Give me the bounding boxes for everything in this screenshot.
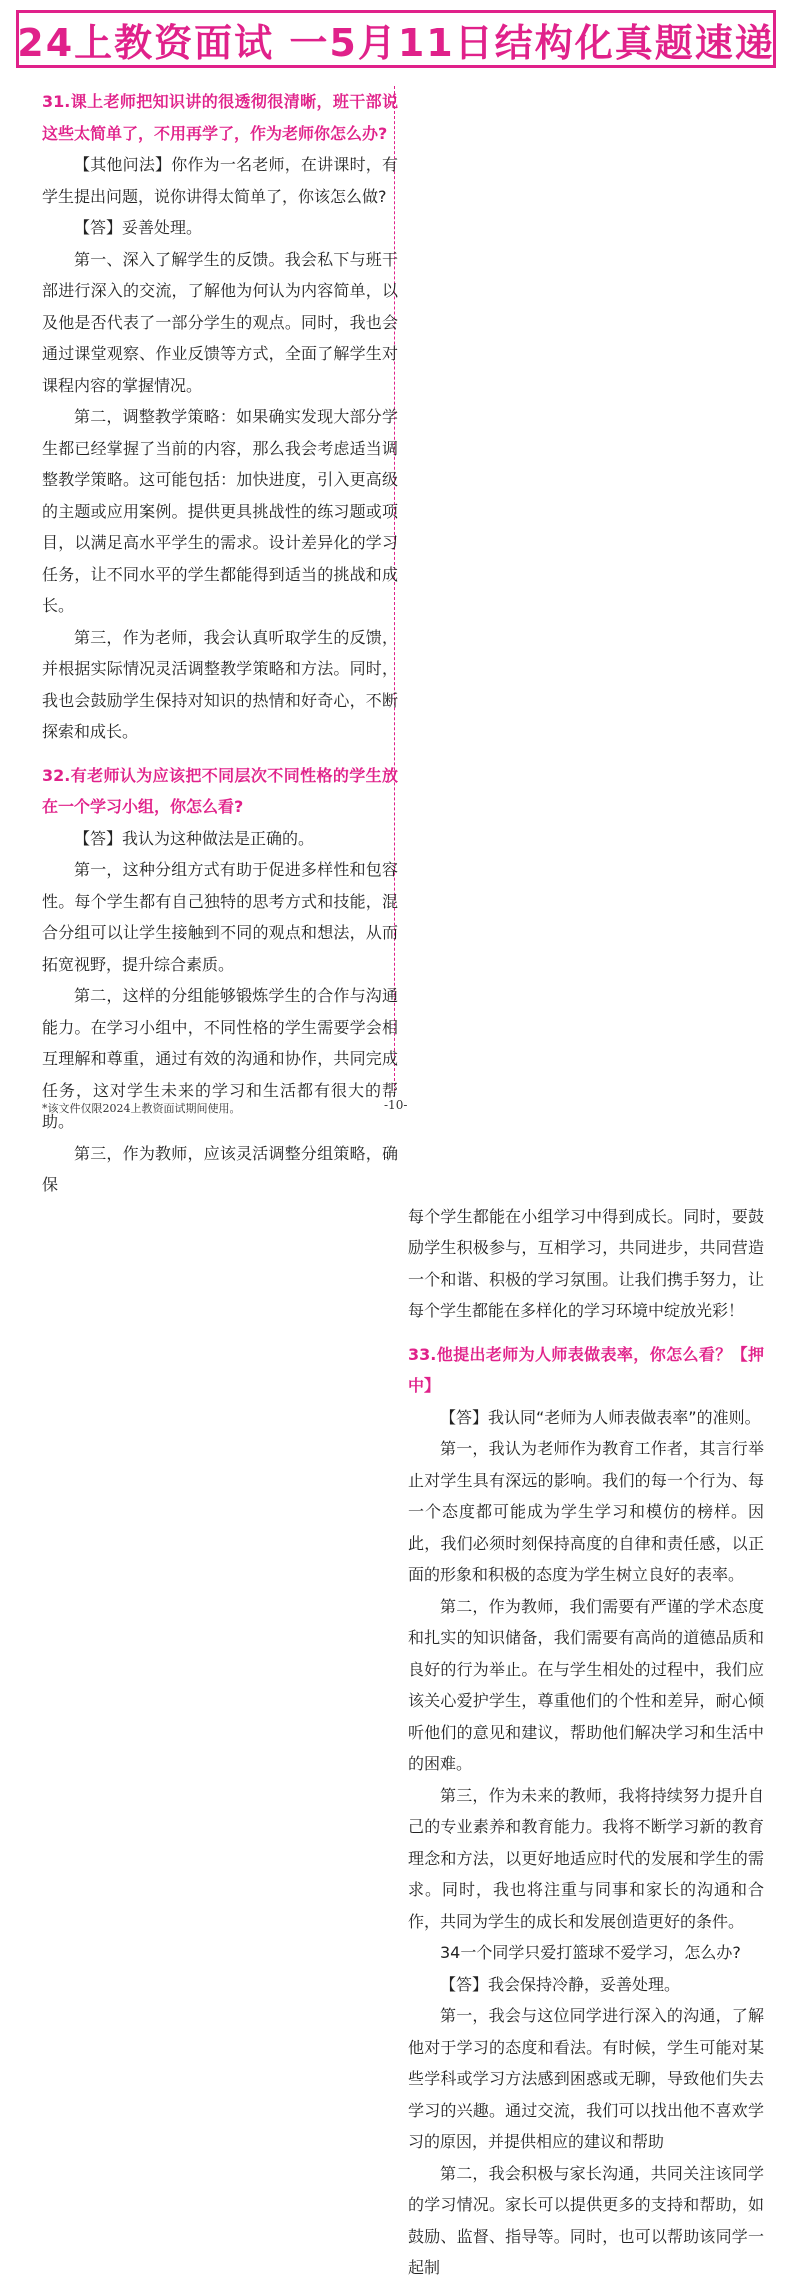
paragraph: 第二，这样的分组能够锻炼学生的合作与沟通能力。在学习小组中，不同性格的学生需要学会相互理解和尊重，通过有效的沟通和协作，共同完成任务，这对学生未来的学习和生活都有很大的帮助。	[42, 986, 398, 1131]
question-33-heading: 33.他提出老师为人师表做表率，你怎么看？【押中】	[408, 1344, 764, 1395]
question-31-heading: 31.课上老师把知识讲的很透彻很清晰，班干部说这些太简单了，不用再学了，作为老师你怎么办?	[42, 92, 398, 143]
paragraph: 【答】我认为这种做法是正确的。	[74, 828, 315, 848]
paragraph: 第一，我会与这位同学进行深入的沟通，了解他对于学习的态度和看法。有时候，学生可能对某些学科或学习方法感到困惑或无聊，导致他们失去学习的兴趣。通过交流，我们可以找出他不喜欢学习的原因，并提供相应的建议和帮助	[408, 2006, 764, 2151]
paragraph: 【其他问法】你作为一名老师，在讲课时，有学生提出问题，说你讲得太简单了，你该怎么做?	[42, 155, 398, 206]
question-34-heading: 34一个同学只爱打篮球不爱学习，怎么办?	[440, 1943, 741, 1962]
paragraph: 第一，我认为老师作为教育工作者，其言行举止对学生具有深远的影响。我们的每一个行为、每一个态度都可能成为学生学习和模仿的榜样。因此，我们必须时刻保持高度的自律和责任感，以正面的形象和积极的态度为学生树立良好的表率。	[408, 1439, 764, 1584]
paragraph: 第三，作为老师，我会认真听取学生的反馈，并根据实际情况灵活调整教学策略和方法。同时，我也会鼓励学生保持对知识的热情和好奇心，不断探索和成长。	[42, 627, 398, 741]
paragraph: 【答】妥善处理。	[74, 218, 203, 237]
paragraph: 第三，作为教师，应该灵活调整分组策略，确保	[42, 1143, 398, 1194]
paragraph: 第一，这种分组方式有助于促进多样性和包容性。每个学生都有自己独特的思考方式和技能，混合分组可以让学生接触到不同的观点和想法，从而拓宽视野，提升综合素质。	[42, 860, 398, 974]
question-32-heading: 32.有老师认为应该把不同层次不同性格的学生放在一个学习小组，你怎么看?	[42, 765, 398, 816]
right-column	[408, 1201, 764, 2284]
page-number: -10-	[384, 1098, 408, 1112]
paragraph: 第三，作为未来的教师，我将持续努力提升自己的专业素养和教育能力。我将不断学习新的教育理念和方法，以更好地适应时代的发展和学生的需求。同时，我也将注重与同事和家长的沟通和合作，共同为学生的成长和发展创造更好的条件。	[408, 1785, 764, 1931]
paragraph: 【答】我认同“老师为人师表做表率”的准则。	[440, 1407, 761, 1427]
paragraph: 每个学生都能在小组学习中得到成长。同时，要鼓励学生积极参与，互相学习，共同进步，共同营造一个和谐、积极的学习氛围。让我们携手努力，让每个学生都能在多样化的学习环境中绽放光彩！	[408, 1206, 764, 1320]
paragraph: 第二，调整教学策略：如果确实发现大部分学生都已经掌握了当前的内容，那么我会考虑适当调整教学策略。这可能包括：加快进度，引入更高级的主题或应用案例。提供更具挑战性的练习题或项目，以满足高水平学生的需求。设计差异化的学习任务，让不同水平的学生都能得到适当的挑战和成长。	[42, 407, 398, 615]
page-title: 24上教资面试 一5月11日结构化真题速递	[17, 20, 775, 65]
title-banner	[16, 10, 776, 68]
footer-note: *该文件仅限2024上教资面试期间使用。	[42, 1102, 241, 1115]
paragraph: 第二，我会积极与家长沟通，共同关注该同学的学习情况。家长可以提供更多的支持和帮助，如鼓励、监督、指导等。同时，也可以帮助该同学一起制	[408, 2163, 764, 2277]
paragraph: 第一、深入了解学生的反馈。我会私下与班干部进行深入的交流，了解他为何认为内容简单，以及他是否代表了一部分学生的观点。同时，我也会通过课堂观察、作业反馈等方式，全面了解学生对课程内容的掌握情况。	[42, 249, 398, 395]
left-column	[42, 86, 398, 1201]
paragraph: 【答】我会保持冷静，妥善处理。	[440, 1974, 681, 1994]
paragraph: 第二，作为教师，我们需要有严谨的学术态度和扎实的知识储备，我们需要有高尚的道德品质和良好的行为举止。在与学生相处的过程中，我们应该关心爱护学生，尊重他们的个性和差异，耐心倾听他们的意见和建议，帮助他们解决学习和生活中的困难。	[408, 1596, 764, 1773]
